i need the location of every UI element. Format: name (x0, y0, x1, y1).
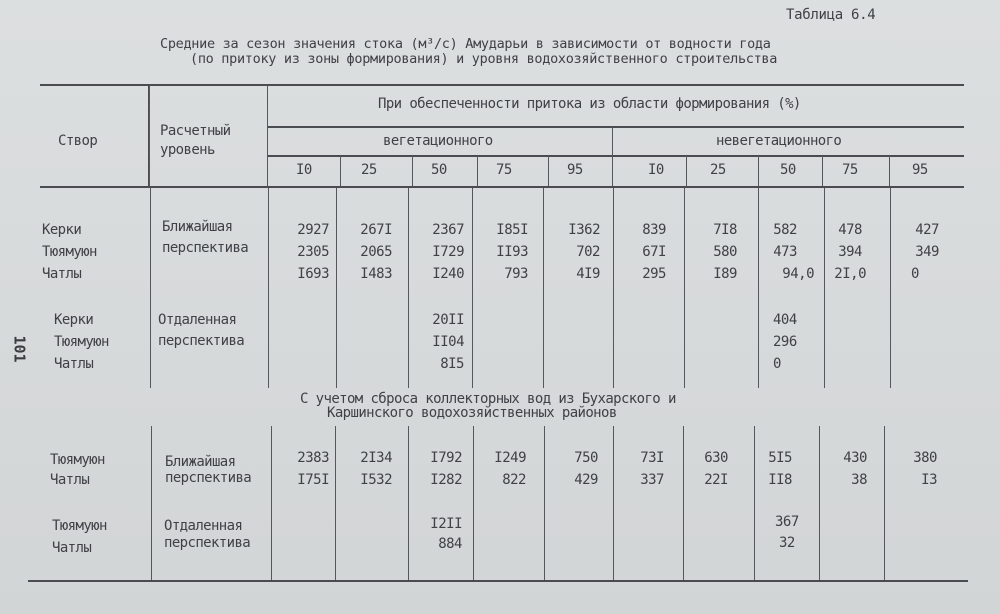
cell: I729 (432, 244, 464, 260)
divider (544, 426, 545, 580)
subheading-line-1: С учетом сброса коллекторных вод из Бухарского и (300, 391, 676, 407)
percentile-header: 95 (912, 162, 928, 178)
cell: II8 (768, 472, 792, 488)
cell: 2I,0 (834, 266, 866, 282)
stvor-label: Чатлы (50, 472, 90, 488)
divider (408, 188, 409, 388)
divider (412, 156, 413, 186)
divider (824, 188, 825, 388)
table-title-line-2: (по притоку из зоны формирования) и уровня водохозяйственного строительства (190, 51, 778, 67)
divider (335, 426, 336, 580)
stvor-label: Тюямуюн (54, 334, 109, 350)
percentile-header: 95 (567, 162, 583, 178)
cell: 473 (773, 244, 797, 260)
column-header-non-vegetation: невегетационного (716, 133, 842, 149)
rule-season (268, 155, 964, 157)
cell: I2II (430, 516, 462, 532)
cell: I75I (297, 472, 329, 488)
cell: 793 (504, 266, 528, 282)
divider (612, 127, 613, 186)
divider (148, 86, 150, 186)
cell: I532 (360, 472, 392, 488)
stvor-label: Чатлы (42, 266, 82, 282)
percentile-header: 25 (361, 162, 377, 178)
cell: 349 (915, 244, 939, 260)
percentile-header: I0 (648, 162, 664, 178)
level-label: Отдаленная (158, 312, 237, 328)
stvor-label: Тюямуюн (50, 452, 105, 468)
cell: I362 (568, 222, 600, 238)
level-label-2: перспектива (165, 470, 252, 486)
cell: 38 (851, 472, 867, 488)
cell: I240 (432, 266, 464, 282)
divider (267, 86, 268, 186)
divider (408, 426, 409, 580)
cell: 582 (773, 222, 797, 238)
rule-top (40, 84, 964, 86)
stvor-label: Керки (54, 312, 94, 328)
cell: 295 (642, 266, 666, 282)
cell: II93 (496, 244, 528, 260)
cell: 7I8 (713, 222, 737, 238)
divider (686, 156, 687, 186)
column-header-stvor: Створ (58, 133, 98, 149)
level-label-2: перспектива (162, 240, 249, 256)
divider (613, 188, 614, 388)
cell: 394 (838, 244, 862, 260)
cell: 478 (838, 222, 862, 238)
stvor-label: Тюямуюн (52, 518, 107, 534)
cell: 0 (911, 266, 919, 282)
cell: 429 (574, 472, 598, 488)
cell: 4I9 (576, 266, 600, 282)
cell: 2927 (297, 222, 329, 238)
divider (543, 188, 544, 388)
cell: 427 (915, 222, 939, 238)
cell: 2367 (432, 222, 464, 238)
divider (151, 426, 152, 580)
cell: 32 (779, 535, 795, 551)
divider (271, 426, 272, 580)
cell: 430 (843, 450, 867, 466)
rule-supply (268, 126, 964, 128)
cell: 337 (640, 472, 664, 488)
cell: 702 (576, 244, 600, 260)
cell: I282 (430, 472, 462, 488)
percentile-header: I0 (296, 162, 312, 178)
cell: 380 (913, 450, 937, 466)
cell: 94,0 (782, 266, 814, 282)
cell: 2383 (297, 450, 329, 466)
divider (890, 188, 891, 388)
divider (758, 156, 759, 186)
cell: 839 (642, 222, 666, 238)
cell: I693 (297, 266, 329, 282)
divider (268, 188, 269, 388)
percentile-header: 50 (431, 162, 447, 178)
level-label-2: перспектива (164, 535, 251, 551)
cell: 296 (773, 334, 797, 350)
cell: 267I (360, 222, 392, 238)
divider (150, 188, 151, 388)
cell: 2065 (360, 244, 392, 260)
stvor-label: Керки (42, 222, 82, 238)
cell: 0 (773, 356, 781, 372)
divider (472, 188, 473, 388)
rule-bottom (28, 580, 968, 582)
cell: I89 (713, 266, 737, 282)
percentile-header: 50 (780, 162, 796, 178)
stvor-label: Тюямуюн (42, 244, 97, 260)
cell: I483 (360, 266, 392, 282)
cell: I3 (921, 472, 937, 488)
cell: I249 (494, 450, 526, 466)
percentile-header: 25 (710, 162, 726, 178)
column-header-vegetation: вегетационного (383, 133, 493, 149)
column-header-level-2: уровень (160, 142, 215, 158)
divider (548, 156, 549, 186)
level-label: Отдаленная (164, 518, 243, 534)
cell: 750 (574, 450, 598, 466)
divider (477, 156, 478, 186)
cell: 630 (704, 450, 728, 466)
cell: 2I34 (360, 450, 392, 466)
divider (336, 188, 337, 388)
cell: 580 (713, 244, 737, 260)
cell: 2305 (297, 244, 329, 260)
cell: 367 (775, 514, 799, 530)
divider (340, 156, 341, 186)
table-title-line-1: Средние за сезон значения стока (м³/с) Амударьи в зависимости от водности года (160, 36, 771, 52)
cell: 73I (640, 450, 664, 466)
subheading-line-2: Каршинского водохозяйственных районов (327, 405, 617, 421)
cell: II04 (432, 334, 464, 350)
cell: 884 (438, 536, 462, 552)
cell: 5I5 (768, 450, 792, 466)
cell: I85I (496, 222, 528, 238)
cell: 22I (704, 472, 728, 488)
percentile-header: 75 (496, 162, 512, 178)
cell: I792 (430, 450, 462, 466)
cell: 404 (773, 312, 797, 328)
divider (822, 156, 823, 186)
column-header-supply: При обеспеченности притока из области формирования (%) (378, 96, 801, 112)
cell: 67I (642, 244, 666, 260)
divider (758, 188, 759, 388)
table-number: Таблица 6.4 (786, 7, 876, 23)
cell: 20II (432, 312, 464, 328)
stvor-label: Чатлы (54, 356, 94, 372)
cell: 822 (502, 472, 526, 488)
level-label: Ближайшая (165, 454, 236, 470)
divider (684, 188, 685, 388)
level-label: Ближайшая (162, 219, 233, 235)
page-number: 101 (10, 335, 29, 363)
level-label-2: перспектива (158, 333, 245, 349)
rule-header-bottom (40, 186, 964, 188)
cell: 8I5 (440, 356, 464, 372)
column-header-level: Расчетный (160, 123, 231, 139)
percentile-header: 75 (842, 162, 858, 178)
divider (889, 156, 890, 186)
stvor-label: Чатлы (52, 540, 92, 556)
